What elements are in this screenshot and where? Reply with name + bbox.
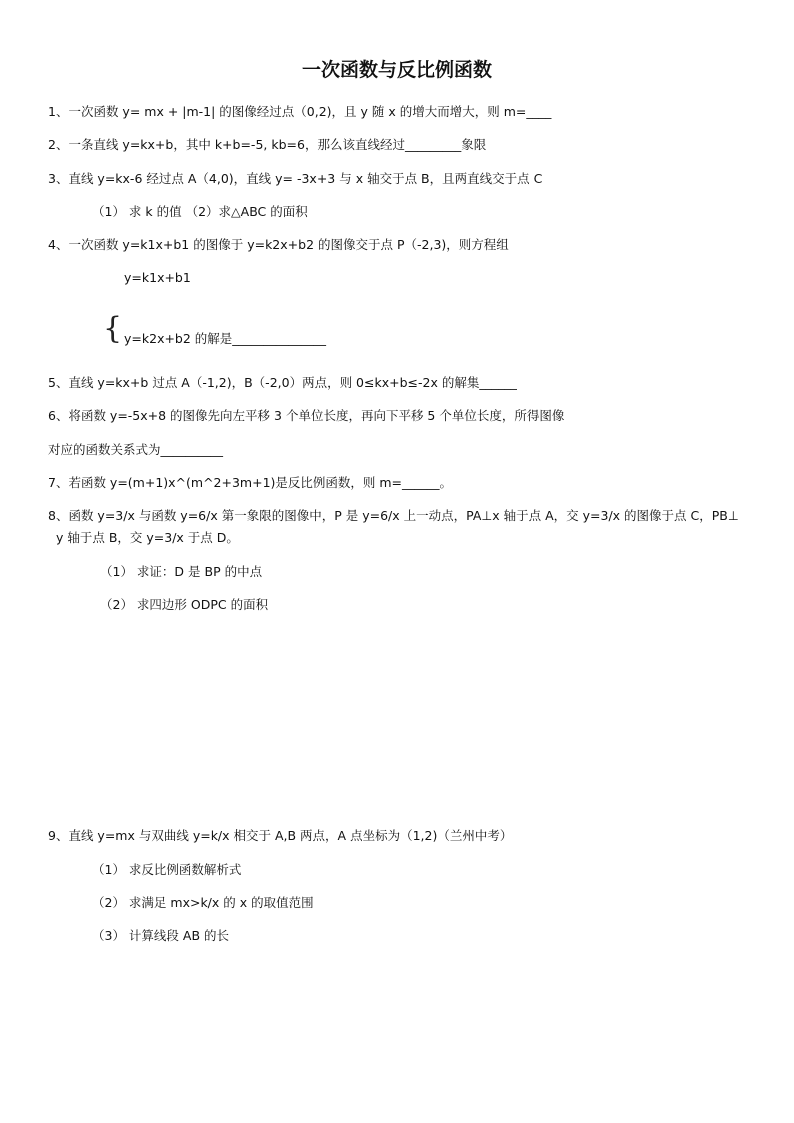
question-9-subpart-1: （1） 求反比例函数解析式: [92, 862, 242, 877]
question-9: 9、直线 y=mx 与双曲线 y=k/x 相交于 A,B 两点，A 点坐标为（1,2)（兰州中考）: [48, 828, 513, 843]
question-8-continued: y 轴于点 B，交 y=3/x 于点 D。: [56, 530, 239, 545]
question-6-continued: 对应的函数关系式为__________: [48, 442, 224, 457]
page-title: 一次函数与反比例函数: [301, 59, 492, 81]
question-8-subpart-1: （1） 求证：D 是 BP 的中点: [100, 564, 263, 579]
question-7: 7、若函数 y=(m+1)x^(m^2+3m+1)是反比例函数，则 m=______。: [48, 475, 453, 490]
question-8-subpart-2: （2） 求四边形 ODPC 的面积: [100, 597, 269, 612]
question-4-equation-1: y=k1x+b1: [124, 270, 191, 285]
question-1: 1、一次函数 y= mx + |m-1| 的图像经过点（0,2)，且 y 随 x 的增大而增大，则 m=____: [48, 104, 552, 119]
question-3: 3、直线 y=kx-6 经过点 A（4,0)，直线 y= -3x+3 与 x 轴交于点 B，且两直线交于点 C: [48, 171, 543, 186]
question-8: 8、函数 y=3/x 与函数 y=6/x 第一象限的图像中，P 是 y=6/x 上一动点，PA⊥x 轴于点 A，交 y=3/x 的图像于点 C，PB⊥: [48, 508, 739, 523]
question-5: 5、直线 y=kx+b 过点 A（-1,2)，B（-2,0）两点，则 0≤kx+b≤-2x 的解集______: [48, 375, 517, 390]
question-4: 4、一次函数 y=k1x+b1 的图像于 y=k2x+b2 的图像交于点 P（-2,3)，则方程组: [48, 237, 509, 252]
system-brace-icon: {: [103, 311, 123, 346]
question-9-subpart-2: （2） 求满足 mx>k/x 的 x 的取值范围: [92, 895, 314, 910]
question-3-subparts: （1） 求 k 的值 （2）求△ABC 的面积: [92, 204, 308, 219]
question-2: 2、一条直线 y=kx+b，其中 k+b=-5, kb=6，那么该直线经过_________象限: [48, 137, 487, 152]
question-6: 6、将函数 y=-5x+8 的图像先向左平移 3 个单位长度，再向下平移 5 个单位长度，所得图像: [48, 408, 565, 423]
question-4-equation-2: y=k2x+b2 的解是_______________: [124, 331, 327, 346]
question-9-subpart-3: （3） 计算线段 AB 的长: [92, 928, 229, 943]
